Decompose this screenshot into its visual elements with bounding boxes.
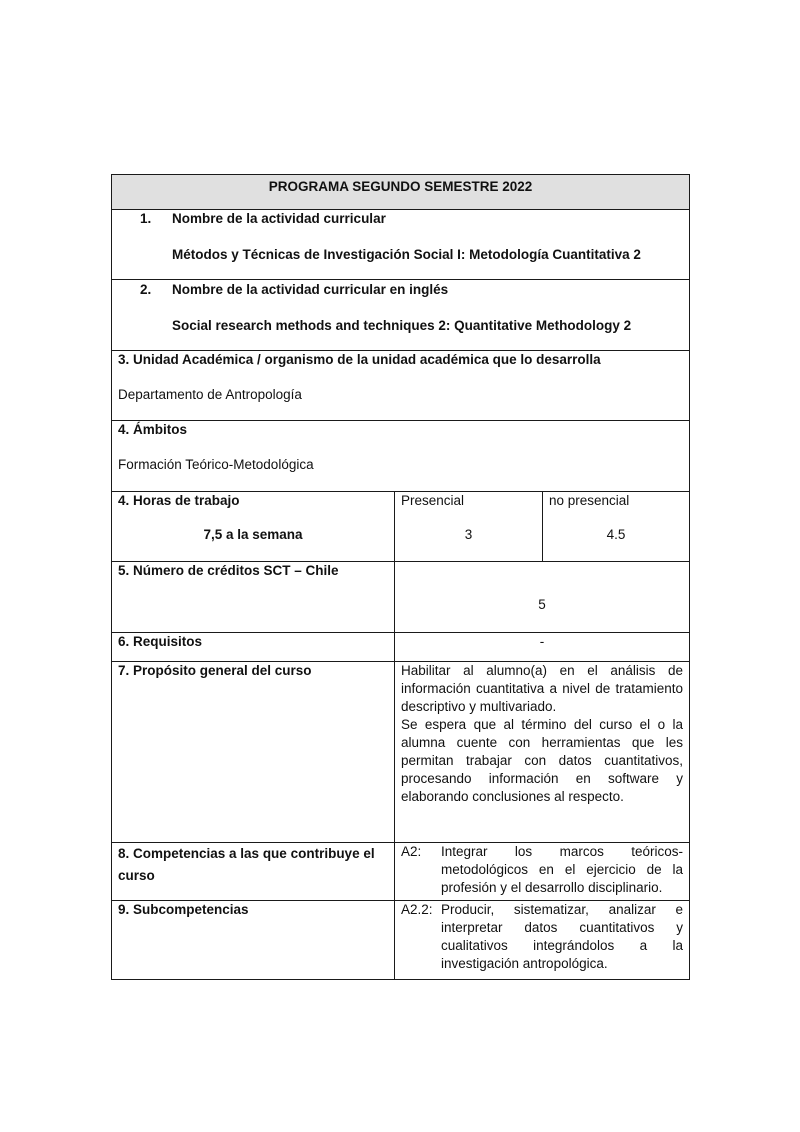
scope-value: Formación Teórico-Metodológica	[118, 457, 314, 472]
subcompetencies-label: 9. Subcompetencias	[118, 902, 249, 917]
purpose-value-cell	[395, 662, 690, 843]
credits-value-cell	[395, 562, 690, 633]
section-7-row	[112, 662, 690, 843]
requisites-value-cell	[395, 633, 690, 662]
section-1-number: 1.	[140, 211, 152, 226]
work-hours-cell	[112, 492, 395, 562]
section-2-cell	[112, 280, 690, 351]
section-4b-row	[112, 492, 690, 562]
document-title: PROGRAMA SEGUNDO SEMESTRE 2022	[112, 175, 690, 210]
credits-label-cell	[112, 562, 395, 633]
section-1-label: Nombre de la actividad curricular	[172, 211, 386, 226]
section-4a-row	[112, 421, 690, 492]
work-hours-total: 7,5 a la semana	[203, 527, 303, 542]
subcompetency-code: A2.2:	[401, 902, 433, 917]
section-2-number: 2.	[140, 282, 152, 297]
requisites-label-cell	[112, 633, 395, 662]
section-3-label: 3. Unidad Académica / organismo de la unidad académica que lo desarrolla	[118, 352, 601, 367]
requisites-value: -	[539, 634, 545, 649]
subcompetencies-label-cell	[112, 901, 395, 980]
section-1-cell	[112, 210, 690, 280]
academic-unit-value: Departamento de Antropología	[118, 387, 302, 402]
section-6-row	[112, 633, 690, 662]
subcompetency-description: Producir, sistematizar, analizar e interpretar datos cuantitativos y cualitativos integrándolos a la investigación antropológica.	[441, 902, 683, 971]
competency-item	[401, 843, 683, 897]
credits-label: 5. Número de créditos SCT – Chile	[118, 563, 339, 578]
presencial-cell	[395, 492, 543, 562]
course-name-english: Social research methods and techniques 2: Quantitative Methodology 2	[172, 318, 632, 333]
competency-description: Integrar los marcos teóricos-metodológicos en el ejercicio de la profesión y el desarrollo disciplinario.	[441, 844, 683, 895]
program-table	[111, 174, 690, 980]
course-name-spanish: Métodos y Técnicas de Investigación Social I: Metodología Cuantitativa 2	[172, 247, 641, 262]
competencies-value-cell	[395, 843, 690, 901]
purpose-paragraph-2: Se espera que al término del curso el o la alumna cuente con herramientas que les permitan trabajar con datos cuantitativos, procesando información en software y elaborando conclusiones al respecto.	[401, 717, 683, 804]
section-1-heading	[118, 210, 683, 228]
section-3-cell	[112, 351, 690, 421]
purpose-label: 7. Propósito general del curso	[118, 663, 312, 678]
presencial-label: Presencial	[401, 493, 465, 508]
competency-code: A2:	[401, 844, 422, 859]
credits-value: 5	[538, 597, 546, 612]
section-4a-label: 4. Ámbitos	[118, 422, 188, 437]
no-presencial-cell	[543, 492, 690, 562]
competencies-label-cell	[112, 843, 395, 901]
purpose-paragraph-1: Habilitar al alumno(a) en el análisis de información cuantitativa a nivel de tratamiento descriptivo y multivariado.	[401, 663, 683, 714]
no-presencial-label: no presencial	[549, 493, 630, 508]
no-presencial-value: 4.5	[606, 527, 626, 542]
section-2-heading	[118, 281, 683, 299]
section-8-row	[112, 843, 690, 901]
title-row	[112, 175, 690, 210]
program-document	[111, 174, 689, 980]
purpose-label-cell	[112, 662, 395, 843]
section-5-row	[112, 562, 690, 633]
requisites-label: 6. Requisitos	[118, 634, 203, 649]
subcompetency-item	[401, 901, 683, 973]
section-4a-cell	[112, 421, 690, 492]
section-2-label: Nombre de la actividad curricular en inglés	[172, 282, 449, 297]
section-1-row	[112, 210, 690, 280]
section-3-row	[112, 351, 690, 421]
section-9-row	[112, 901, 690, 980]
work-hours-label: 4. Horas de trabajo	[118, 493, 240, 508]
subcompetencies-value-cell	[395, 901, 690, 980]
competencies-label: 8. Competencias a las que contribuye el curso	[118, 846, 375, 883]
section-2-row	[112, 280, 690, 351]
presencial-value: 3	[464, 527, 473, 542]
